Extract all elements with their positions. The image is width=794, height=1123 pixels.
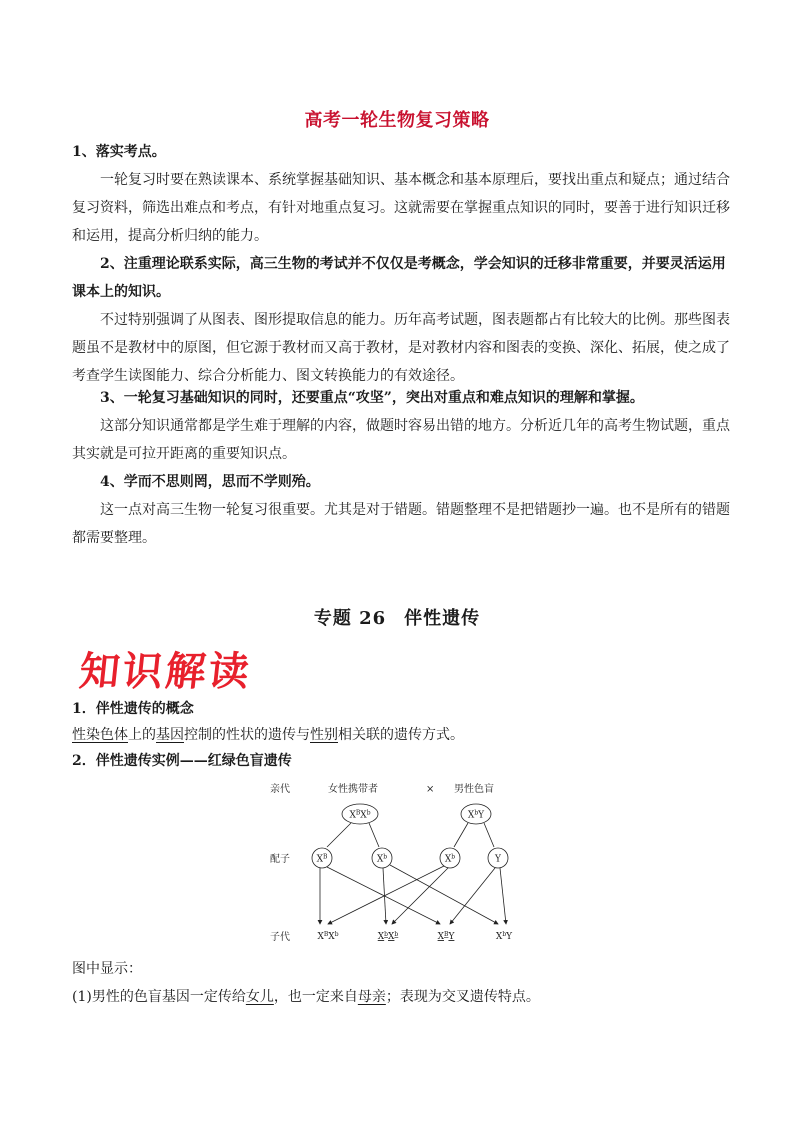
gamete-2-genotype: $X^b$: [376, 853, 388, 865]
offspring-3-genotype: $X^BY$: [437, 931, 455, 942]
row-label-offspring: 子代: [270, 932, 290, 943]
figure-note: 图中显示：: [72, 961, 142, 977]
inheritance-diagram: [262, 774, 542, 954]
point-1-daughter: 女儿: [245, 989, 274, 1005]
offspring-4-genotype: $X^bY$: [495, 931, 513, 942]
concept-term-sex-chromosome: 性染色体: [72, 727, 128, 743]
strategy-4-body: 这一点对高三生物一轮复习很重要。尤其是对于错题。错题整理不是把错题抄一遍。也不是所有的错题都需要整理。: [72, 502, 730, 546]
offspring-1-genotype: $X^BX^b$: [317, 931, 339, 942]
gamete-1-genotype: $X^B$: [316, 853, 328, 865]
knowledge-banner: 知识解读: [77, 649, 255, 695]
strategy-2-heading: 2、注重理论联系实际，高三生物的考试并不仅仅是考概念，学会知识的迁移非常重要，并要灵活运用课本上的知识。: [72, 256, 726, 300]
strategy-2-body: 不过特别强调了从图表、图形提取信息的能力。历年高考试题，图表题都占有比较大的比例。那些图表题虽不是教材中的原图，但它源于教材而又高于教材，是对教材内容和图表的变换、深化、拓展，使之成了考查学生读图能力、综合分析能力、图文转换能力的有效途径。: [72, 312, 730, 384]
male-colorblind-label: 男性色盲: [454, 784, 494, 795]
cross-symbol: ×: [426, 784, 435, 795]
gamete-3-genotype: $X^b$: [444, 853, 456, 865]
strategy-4-heading: 4、学而不思则罔，思而不学则殆。: [100, 474, 320, 490]
document-title: 高考一轮生物复习策略: [304, 110, 490, 131]
concept-term-gene: 基因: [156, 727, 184, 743]
row-label-gametes: 配子: [270, 854, 290, 865]
female-carrier-label: 女性携带者: [328, 784, 378, 795]
concept-definition: 性染色体上的基因控制的性状的遗传与性别相关联的遗传方式。: [72, 727, 464, 743]
offspring-2-genotype: $X^bX^b$: [377, 931, 399, 942]
topic-name: 伴性遗传: [404, 608, 481, 629]
topic-title: [0, 604, 794, 630]
strategy-3-heading: 3、一轮复习基础知识的同时，还要重点“攻坚”，突出对重点和难点知识的理解和掌握。: [100, 390, 644, 406]
strategy-1-body: 一轮复习时要在熟读课本、系统掌握基础知识、基本概念和基本原理后，要找出重点和疑点；通过结合复习资料，筛选出难点和考点，有针对地重点复习。这就需要在掌握重点知识的同时，要善于进行知识迁移和运用，提高分析归纳的能力。: [72, 172, 730, 244]
mother-genotype: $X^BX^b$: [349, 809, 371, 821]
concept-heading: 1．伴性遗传的概念: [72, 701, 194, 717]
strategy-1-heading: 1、落实考点。: [72, 144, 166, 160]
gamete-4-genotype: Y: [495, 854, 501, 865]
row-label-parents: 亲代: [270, 784, 290, 795]
father-genotype: $X^bY$: [467, 809, 485, 821]
example-heading: 2．伴性遗传实例——红绿色盲遗传: [72, 753, 292, 769]
concept-term-sex: 性别: [310, 727, 338, 743]
point-1: (1)男性的色盲基因一定传给女儿，也一定来自母亲；表现为交叉遗传特点。: [72, 989, 540, 1005]
strategy-3-body: 这部分知识通常都是学生难于理解的内容，做题时容易出错的地方。分析近几年的高考生物试题，重点其实就是可拉开距离的重要知识点。: [72, 418, 730, 462]
point-1-mother: 母亲: [357, 989, 386, 1005]
topic-number: 专题 26: [313, 608, 387, 629]
